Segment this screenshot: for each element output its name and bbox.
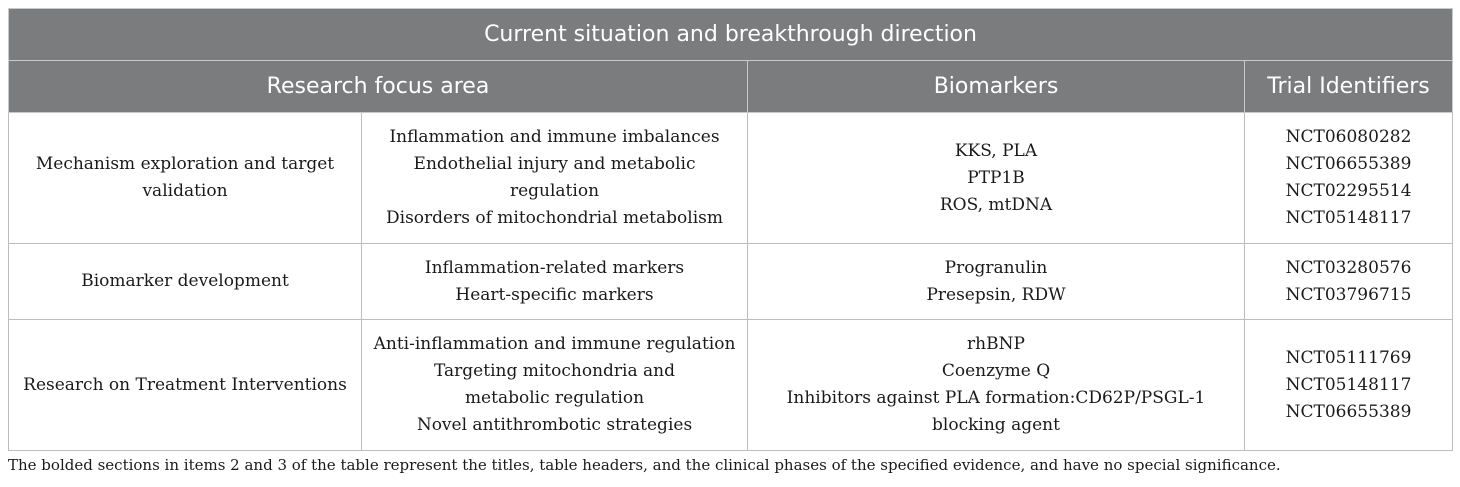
biomarker-line: Inhibitors against PLA formation:CD62P/PSGL-1 blocking agent [786,388,1206,435]
trial-id: NCT02295514 [1285,181,1412,201]
row-area-cell [9,244,362,320]
row-biomarkers-cell [748,244,1245,320]
row-topics-cell [362,113,748,244]
evidence-table [8,8,1453,451]
row-area-cell [9,113,362,244]
table-title: Current situation and breakthrough direction [9,9,1453,61]
table-row [9,244,1453,320]
trial-id: NCT03796715 [1285,284,1412,305]
row-area-text: Biomarker development [81,271,289,291]
row-trials-cell [1245,113,1453,244]
header-research-focus-area: Research focus area [9,61,748,113]
trial-id: NCT05148117 [1285,208,1412,228]
biomarker-line: ROS, mtDNA [939,194,1053,215]
trial-id: NCT03280576 [1285,257,1412,278]
row-area-text: Mechanism exploration and target validation [35,154,335,201]
row-area-text: Research on Treatment Interventions [23,374,347,395]
topic-line: Inflammation and immune imbalances [389,127,720,147]
topic-line: Novel antithrombotic strategies [416,415,693,435]
row-topics-cell [362,320,748,451]
biomarker-line: Coenzyme Q [941,361,1051,381]
row-area-cell [9,320,362,451]
topic-line: Endothelial injury and metabolic regulation [413,154,696,201]
evidence-table-container [8,8,1452,451]
row-biomarkers-cell [748,320,1245,451]
topic-line: Inflammation-related markers [424,257,685,278]
table-row [9,320,1453,451]
topic-line: Disorders of mitochondrial metabolism [386,208,723,228]
header-trial-identifiers: Trial Identifiers [1245,61,1453,113]
table-footnote: The bolded sections in items 2 and 3 of the table represent the titles, table headers, and the clinical phases of the specified evidence, and have no special significance. [8,456,1281,474]
trial-id: NCT06080282 [1285,127,1412,147]
biomarker-line: Presepsin, RDW [926,284,1066,305]
trial-id: NCT05148117 [1285,374,1412,395]
table-row [9,113,1453,244]
topic-line: Targeting mitochondria and metabolic regulation [434,361,675,408]
topic-line: Anti-inflammation and immune regulation [373,334,736,354]
topic-line: Heart-specific markers [455,284,654,305]
row-trials-cell [1245,244,1453,320]
trial-id: NCT06655389 [1285,154,1412,174]
biomarker-line: rhBNP [967,334,1025,354]
trial-id: NCT05111769 [1285,347,1412,368]
trial-id: NCT06655389 [1285,401,1412,422]
row-trials-cell [1245,320,1453,451]
header-biomarkers: Biomarkers [748,61,1245,113]
row-biomarkers-cell [748,113,1245,244]
row-topics-cell [362,244,748,320]
biomarker-line: KKS, PLA [954,140,1038,161]
biomarker-line: PTP1B [967,167,1025,188]
biomarker-line: Progranulin [944,257,1048,278]
